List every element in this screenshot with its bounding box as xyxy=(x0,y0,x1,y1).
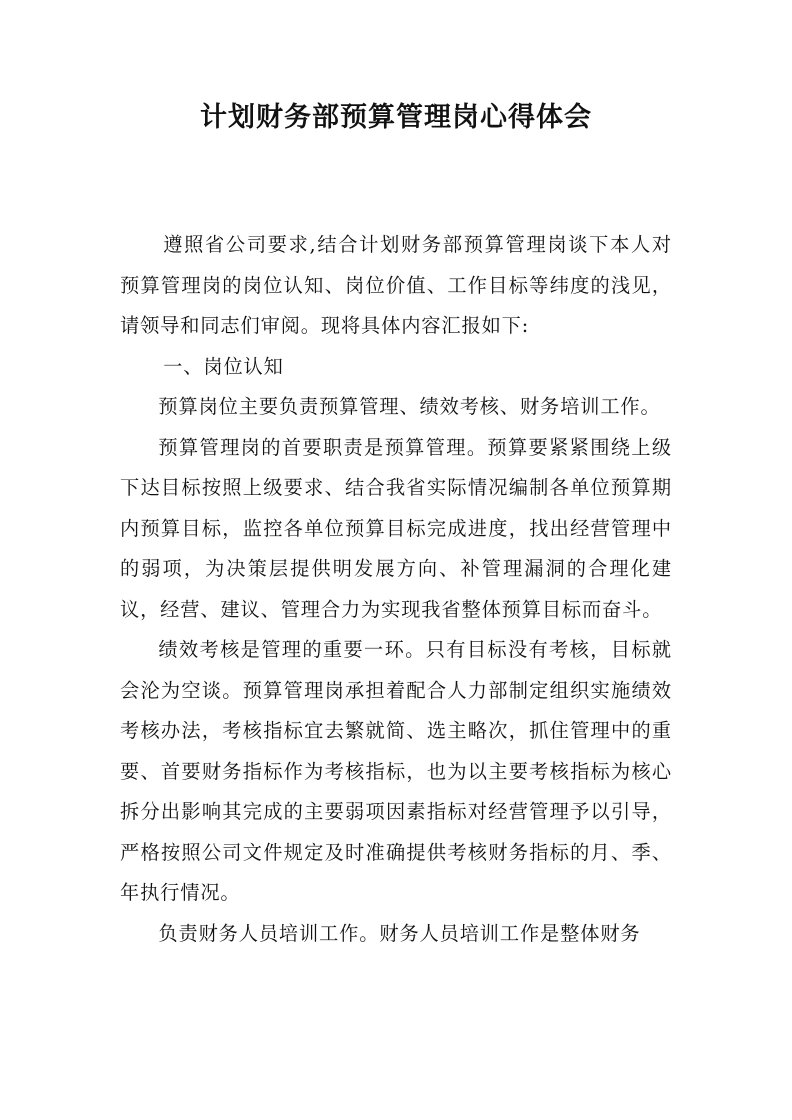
paragraph-performance-assessment: 绩效考核是管理的重要一环。只有目标没有考核，目标就会沦为空谈。预算管理岗承担着配合人力部制定组织实施绩效考核办法，考核指标宜去繁就简、选主略次，抓住管理中的重要、首要财务指标作为考核指标，也为以主要考核指标为核心拆分出影响其完成的主要弱项因素指标对经营管理予以引导，严格按照公司文件规定及时准确提供考核财务指标的月、季、年执行情况。 xyxy=(120,638,672,904)
document-body xyxy=(120,225,672,954)
section-heading-post-cognition: 一、岗位认知 xyxy=(163,354,284,378)
paragraph-responsibilities: 预算岗位主要负责预算管理、绩效考核、财务培训工作。 xyxy=(158,395,661,418)
paragraph-training: 负责财务人员培训工作。财务人员培训工作是整体财务 xyxy=(158,921,641,945)
document-title: 计划财务部预算管理岗心得体会 xyxy=(200,102,592,133)
paragraph-intro: 遵照省公司要求,结合计划财务部预算管理岗谈下本人对预算管理岗的岗位认知、岗位价值、工作目标等纬度的浅见，请领导和同志们审阅。现将具体内容汇报如下: xyxy=(120,233,672,337)
paragraph-budget-management: 预算管理岗的首要职责是预算管理。预算要紧紧围绕上级下达目标按照上级要求、结合我省实际情况编制各单位预算期内预算目标，监控各单位预算目标完成进度，找出经营管理中的弱项，为决策层提供明发展方向、补管理漏洞的合理化建议，经营、建议、管理合力为实现我省整体预算目标而奋斗。 xyxy=(120,435,672,621)
